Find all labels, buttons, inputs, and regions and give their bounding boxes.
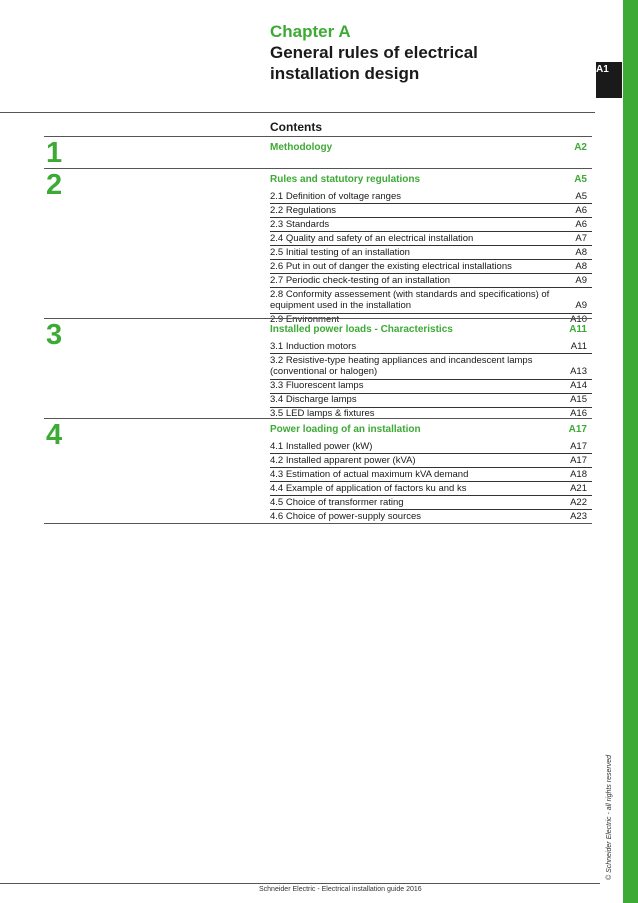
toc-item[interactable] (270, 482, 592, 496)
section-number: 3 (46, 319, 63, 351)
chapter-tab (596, 62, 622, 98)
section-title-link[interactable] (270, 174, 592, 185)
toc-item-text: 4.5 Choice of transformer rating (270, 496, 404, 508)
toc-item-text: 3.3 Fluorescent lamps (270, 380, 364, 391)
section-title: Rules and statutory regulations (270, 174, 421, 185)
toc-section-3 (44, 318, 592, 419)
toc-item-text: 2.4 Quality and safety of an electrical installation (270, 232, 474, 244)
toc-item-text: 3.1 Induction motors (270, 340, 357, 352)
page-footer: Schneider Electric - Electrical installation guide 2016 (259, 886, 422, 893)
chapter-label: Chapter A (270, 22, 351, 41)
toc-item[interactable] (270, 340, 592, 354)
header-divider (0, 112, 595, 113)
toc-item-page: A8 (575, 246, 587, 258)
toc-item-page: A9 (575, 300, 587, 311)
toc-item-text: 2.5 Initial testing of an installation (270, 246, 410, 258)
toc-item-page: A5 (575, 190, 587, 202)
toc-item-text: 2.1 Definition of voltage ranges (270, 190, 401, 202)
toc-item-page: A11 (570, 340, 587, 352)
footer-divider (0, 883, 600, 884)
toc-item-text: 4.6 Choice of power-supply sources (270, 510, 422, 522)
section-title-link[interactable] (270, 424, 592, 435)
section-title: Methodology (270, 142, 333, 153)
toc-item[interactable] (270, 218, 592, 232)
section-title-link[interactable] (270, 324, 592, 335)
toc-item-text: 4.2 Installed apparent power (kVA) (270, 454, 416, 466)
toc-item-page: A14 (570, 380, 587, 391)
section-title: Installed power loads - Characteristics (270, 324, 453, 335)
toc-item-page: A6 (575, 218, 587, 230)
side-color-bar (623, 0, 638, 903)
toc-item-page: A23 (570, 510, 587, 522)
section-items (270, 440, 592, 523)
section-title-link[interactable] (270, 142, 592, 153)
toc-item[interactable] (270, 468, 592, 482)
toc-item-text: 4.4 Example of application of factors ku and ks (270, 482, 467, 494)
section-number: 4 (46, 419, 63, 451)
toc-item-text: 3.5 LED lamps & fixtures (270, 408, 375, 419)
toc-item-page: A18 (570, 468, 587, 480)
toc-item-page: A13 (570, 366, 587, 377)
toc-item-page: A7 (575, 232, 587, 244)
toc-item-text: 2.6 Put in out of danger the existing electrical installations (270, 260, 512, 272)
toc-item[interactable] (270, 204, 592, 218)
toc-item-text: 4.1 Installed power (kW) (270, 440, 373, 452)
toc-item[interactable] (270, 380, 592, 394)
chapter-title-line2: installation design (270, 64, 420, 83)
toc-item-page: A17 (570, 440, 587, 452)
toc-item-page: A17 (570, 454, 587, 466)
toc-item[interactable] (270, 288, 592, 314)
toc-item[interactable] (270, 496, 592, 510)
toc-item-page: A22 (570, 496, 587, 508)
toc-item[interactable] (270, 454, 592, 468)
section-page: A11 (569, 324, 587, 335)
toc-item-text: 3.4 Discharge lamps (270, 394, 357, 405)
toc-item-text: 2.2 Regulations (270, 204, 337, 216)
toc-item-page: A21 (570, 482, 587, 494)
copyright-notice: © Schneider Electric - all rights reserved (606, 755, 613, 880)
toc-item-page: A8 (575, 260, 587, 272)
section-page: A2 (574, 142, 587, 153)
toc-item[interactable] (270, 274, 592, 288)
toc-item[interactable] (270, 260, 592, 274)
toc-item[interactable] (270, 510, 592, 523)
section-number: 1 (46, 137, 63, 169)
toc-item-page: A16 (570, 408, 587, 419)
section-page: A5 (574, 174, 587, 185)
toc-section-1 (44, 136, 592, 169)
chapter-title (270, 42, 590, 84)
toc-item-text: 4.3 Estimation of actual maximum kVA demand (270, 468, 469, 480)
section-number: 2 (46, 169, 63, 201)
section-title: Power loading of an installation (270, 424, 421, 435)
toc-item-page: A10 (570, 314, 587, 325)
section-items (270, 190, 592, 327)
toc-item-text: 3.2 Resistive-type heating appliances and incandescent lamps (conventional or halogen) (270, 354, 533, 377)
toc-item-page: A15 (570, 394, 587, 405)
chapter-title-line1: General rules of electrical (270, 43, 478, 62)
toc-section-4 (44, 418, 592, 524)
section-items (270, 340, 592, 421)
toc-item[interactable] (270, 440, 592, 454)
toc-item-text: 2.7 Periodic check-testing of an installation (270, 274, 451, 286)
chapter-tab-label: A1 (596, 64, 609, 75)
toc-item[interactable] (270, 190, 592, 204)
toc-item[interactable] (270, 354, 592, 380)
toc-item[interactable] (270, 394, 592, 408)
toc-item[interactable] (270, 246, 592, 260)
toc-section-2 (44, 168, 592, 325)
toc-item-text: 2.3 Standards (270, 218, 330, 230)
section-page: A17 (568, 424, 587, 435)
toc-item[interactable] (270, 232, 592, 246)
toc-item-text: 2.8 Conformity assessement (with standards and specifications) of equipment used in the installation (270, 288, 550, 311)
toc-item-page: A9 (575, 274, 587, 286)
contents-heading: Contents (270, 120, 322, 134)
toc-item-text: 2.9 Environment (270, 314, 340, 325)
toc-item-page: A6 (575, 204, 587, 216)
